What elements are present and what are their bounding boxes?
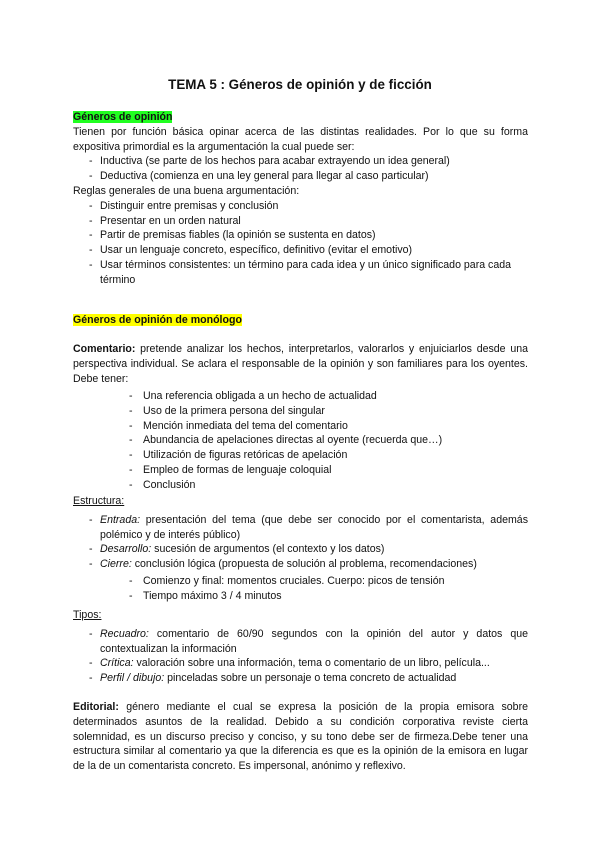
subheading: Tipos:: [73, 609, 102, 621]
list-item: - Presentar en un orden natural: [73, 214, 528, 229]
list-item: [73, 627, 528, 657]
rules-intro: Reglas generales de una buena argumentación:: [73, 184, 300, 197]
argument-types-list: [73, 154, 528, 184]
intro-paragraph: Tienen por función básica opinar acerca de las distintas realidades. Por lo que su forma expositiva primordial es la argumentación la cual puede ser:: [73, 125, 528, 153]
estructura-list: [73, 513, 528, 572]
list-item: [73, 557, 528, 572]
rules-list: [73, 199, 528, 288]
list-item: - Utilización de figuras retóricas de apelación: [73, 448, 528, 463]
estructura-block: [73, 494, 528, 604]
item-text: comentario de 60/90 segundos con la opinión del autor y datos que contextualizan la información: [100, 627, 528, 655]
requirements-list: [73, 389, 528, 493]
list-item: - Mención inmediata del tema del comentario: [73, 419, 528, 434]
list-item: [73, 513, 528, 543]
tipos-block: [73, 608, 528, 686]
list-item: - Tiempo máximo 3 / 4 minutos: [73, 589, 528, 604]
item-label: Recuadro:: [100, 627, 149, 640]
section-heading: Géneros de opinión de monólogo: [73, 314, 242, 326]
term-definition: género mediante el cual se expresa la posición de la propia emisora sobre determinados asuntos de la realidad. Debido a su condición corporativa reviste cierta solemnidad, es un discurso preciso y conciso, y su tono debe ser de firmeza.Debe tener una estructura similar al comentario ya que la diferencia es que es la opinión de la emisora en lugar de la de un comentarista concreto. Es impersonal, anónimo y reflexivo.: [73, 701, 528, 773]
subheading: Estructura:: [73, 495, 125, 507]
list-item: - Inductiva (se parte de los hechos para acabar extrayendo un idea general): [73, 154, 528, 169]
list-item: - Usar un lenguaje concreto, específico, definitivo (evitar el emotivo): [73, 243, 528, 258]
list-item: - Partir de premisas fiables (la opinión se sustenta en datos): [73, 228, 528, 243]
item-label: Entrada:: [100, 513, 141, 526]
item-label: Cierre:: [100, 558, 132, 571]
list-item: - Una referencia obligada a un hecho de actualidad: [73, 389, 528, 404]
page-title: TEMA 5 : Géneros de opinión y de ficción: [168, 77, 432, 92]
list-item: - Distinguir entre premisas y conclusión: [73, 199, 528, 214]
item-text: conclusión lógica (propuesta de solución al problema, recomendaciones): [131, 558, 477, 571]
section-monologo: [73, 313, 528, 328]
item-label: Perfil / dibujo:: [100, 672, 165, 685]
section-generos-opinion: [73, 110, 528, 288]
item-text: valoración sobre una información, tema o comentario de un libro, película...: [133, 657, 490, 670]
list-item: - Usar términos consistentes: un término para cada idea y un único significado para cada término: [73, 258, 528, 288]
list-item: - Conclusión: [73, 478, 528, 493]
item-text: pinceladas sobre un personaje o tema concreto de actualidad: [164, 672, 457, 685]
editorial-paragraph: [73, 700, 528, 774]
list-item: - Deductiva (comienza en una ley general para llegar al caso particular): [73, 169, 528, 184]
term-label: Comentario:: [73, 343, 136, 355]
item-label: Crítica:: [100, 657, 134, 670]
list-item: - Empleo de formas de lenguaje coloquial: [73, 463, 528, 478]
list-item: - Uso de la primera persona del singular: [73, 404, 528, 419]
item-label: Desarrollo:: [100, 543, 152, 556]
list-item: [73, 671, 528, 686]
term-label: Editorial:: [73, 701, 119, 713]
list-item: - Abundancia de apelaciones directas al oyente (recuerda que…): [73, 433, 528, 448]
tipos-list: [73, 627, 528, 686]
item-text: sucesión de argumentos (el contexto y los datos): [151, 543, 385, 556]
list-item: [73, 542, 528, 557]
comentario-paragraph: [73, 342, 528, 386]
section-heading: Géneros de opinión: [73, 111, 173, 123]
cierre-sublist: [73, 574, 528, 604]
list-item: - Comienzo y final: momentos cruciales. Cuerpo: picos de tensión: [73, 574, 528, 589]
list-item: [73, 656, 528, 671]
item-text: presentación del tema (que debe ser conocido por el comentarista, además polémico y de interés público): [100, 513, 528, 541]
term-definition: pretende analizar los hechos, interpretarlos, valorarlos y enjuiciarlos desde una perspectiva individual. Se aclara el responsable de la opinión y son familiares para los oyentes. Debe tener:: [73, 343, 528, 385]
comentario-requirements: [73, 389, 528, 493]
